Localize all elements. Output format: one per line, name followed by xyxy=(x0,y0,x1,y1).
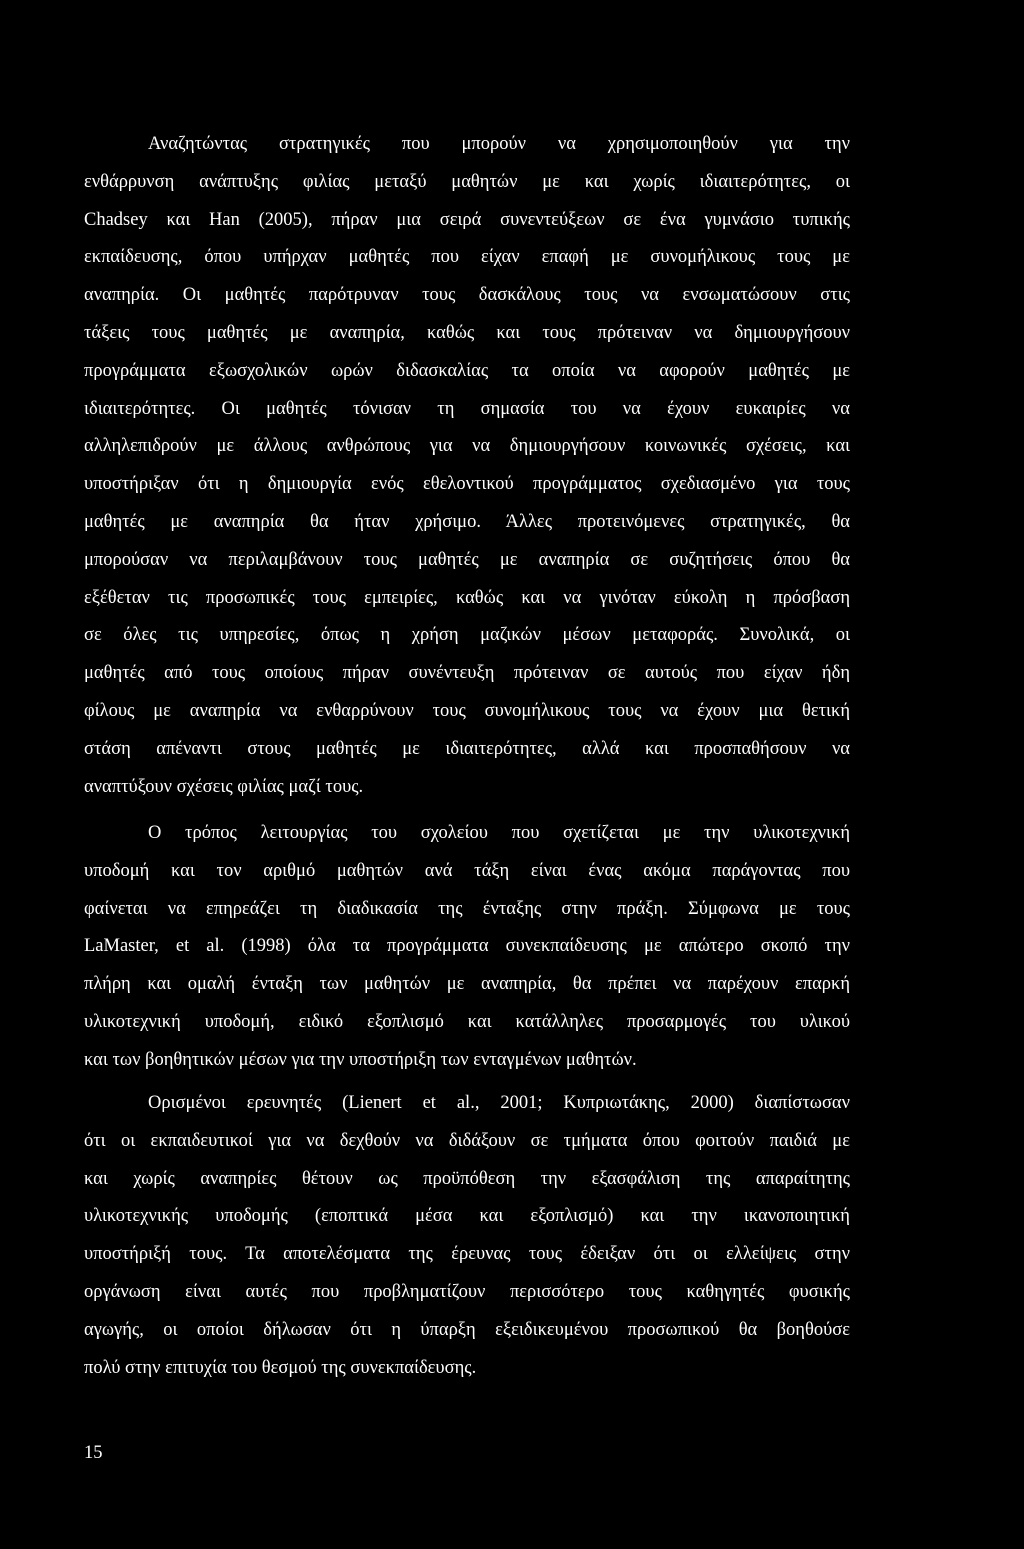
text-line: φαίνεται να επηρεάζει τη διαδικασία της ένταξης στην πράξη. Σύμφωνα με τους xyxy=(84,898,850,919)
text-line: στάση απέναντι στους μαθητές με ιδιαιτερότητες, αλλά και προσπαθήσουν να xyxy=(84,738,850,759)
text-line: φίλους με αναπηρία να ενθαρρύνουν τους συνομήλικους τους να έχουν μια θετική xyxy=(84,700,850,721)
text-line: μαθητές με αναπηρία θα ήταν χρήσιμο. Άλλες προτεινόμενες στρατηγικές, θα xyxy=(84,511,850,532)
text-line: και χωρίς αναπηρίες θέτουν ως προϋπόθεση την εξασφάλιση της απαραίτητης xyxy=(84,1168,850,1189)
text-line: Ο τρόπος λειτουργίας του σχολείου που σχετίζεται με την υλικοτεχνική xyxy=(148,823,850,843)
text-line: υλικοτεχνική υποδομή, ειδικό εξοπλισμό και κατάλληλες προσαρμογές του υλικού xyxy=(84,1011,850,1032)
paragraph-3 xyxy=(84,1085,850,1387)
text-line: οργάνωση είναι αυτές που προβληματίζουν περισσότερο τους καθηγητές φυσικής xyxy=(84,1281,850,1302)
text-line: ότι οι εκπαιδευτικοί για να δεχθούν να διδάξουν σε τμήματα όπου φοιτούν παιδιά με xyxy=(84,1130,850,1151)
paragraph-2 xyxy=(84,815,850,1080)
text-line: σε όλες τις υπηρεσίες, όπως η χρήση μαζικών μέσων μεταφοράς. Συνολικά, οι xyxy=(84,625,850,646)
text-line: πολύ στην επιτυχία του θεσμού της συνεκπαίδευσης. xyxy=(84,1357,477,1378)
text-line: μπορούσαν να περιλαμβάνουν τους μαθητές με αναπηρία σε συζητήσεις όπου θα xyxy=(84,549,850,570)
text-line: ενθάρρυνση ανάπτυξης φιλίας μεταξύ μαθητών με και χωρίς ιδιαιτερότητες, οι xyxy=(84,171,850,192)
text-line: εκπαίδευσης, όπου υπήρχαν μαθητές που είχαν επαφή με συνομήλικους τους με xyxy=(84,247,850,268)
text-line: υποστήριξή τους. Τα αποτελέσματα της έρευνας τους έδειξαν ότι οι ελλείψεις στην xyxy=(84,1244,850,1265)
text-line: υποστήριξαν ότι η δημιουργία ενός εθελοντικού προγράμματος σχεδιασμένο για τους xyxy=(84,474,850,495)
paragraph-1 xyxy=(84,126,850,806)
text-line: τάξεις τους μαθητές με αναπηρία, καθώς και τους πρότειναν να δημιουργήσουν xyxy=(84,322,850,343)
text-line: Chadsey και Han (2005), πήραν μια σειρά συνεντεύξεων σε ένα γυμνάσιο τυπικής xyxy=(84,209,850,230)
text-line: Αναζητώντας στρατηγικές που μπορούν να χρησιμοποιηθούν για την xyxy=(148,134,850,154)
text-line: υλικοτεχνικής υποδομής (εποπτικά μέσα και εξοπλισμό) και την ικανοποιητική xyxy=(84,1206,850,1227)
text-line: μαθητές από τους οποίους πήραν συνέντευξη πρότειναν σε αυτούς που είχαν ήδη xyxy=(84,663,850,684)
text-line: προγράμματα εξωσχολικών ωρών διδασκαλίας τα οποία να αφορούν μαθητές με xyxy=(84,360,850,381)
text-line: αναπτύξουν σχέσεις φιλίας μαζί τους. xyxy=(84,776,364,797)
text-line: αναπηρία. Οι μαθητές παρότρυναν τους δασκάλους τους να ενσωματώσουν στις xyxy=(84,285,850,306)
text-line: LaMaster, et al. (1998) όλα τα προγράμματα συνεκπαίδευσης με απώτερο σκοπό την xyxy=(84,936,850,957)
page-number: 15 xyxy=(84,1443,103,1463)
text-line: αλληλεπιδρούν με άλλους ανθρώπους για να δημιουργήσουν κοινωνικές σχέσεις, και xyxy=(84,436,850,457)
text-line: και των βοηθητικών μέσων για την υποστήριξη των ενταγμένων μαθητών. xyxy=(84,1049,637,1070)
text-line: υποδομή και τον αριθμό μαθητών ανά τάξη είναι ένας ακόμα παράγοντας που xyxy=(84,860,850,881)
text-line: εξέθεταν τις προσωπικές τους εμπειρίες, καθώς και να γινόταν εύκολη η πρόσβαση xyxy=(84,587,850,608)
text-line: αγωγής, οι οποίοι δήλωσαν ότι η ύπαρξη εξειδικευμένου προσωπικού θα βοηθούσε xyxy=(84,1319,850,1340)
text-line: ιδιαιτερότητες. Οι μαθητές τόνισαν τη σημασία του να έχουν ευκαιρίες να xyxy=(84,398,850,419)
text-line: Ορισμένοι ερευνητές (Lienert et al., 2001; Κυπριωτάκης, 2000) διαπίστωσαν xyxy=(148,1093,850,1113)
text-line: πλήρη και ομαλή ένταξη των μαθητών με αναπηρία, θα πρέπει να παρέχουν επαρκή xyxy=(84,974,850,995)
